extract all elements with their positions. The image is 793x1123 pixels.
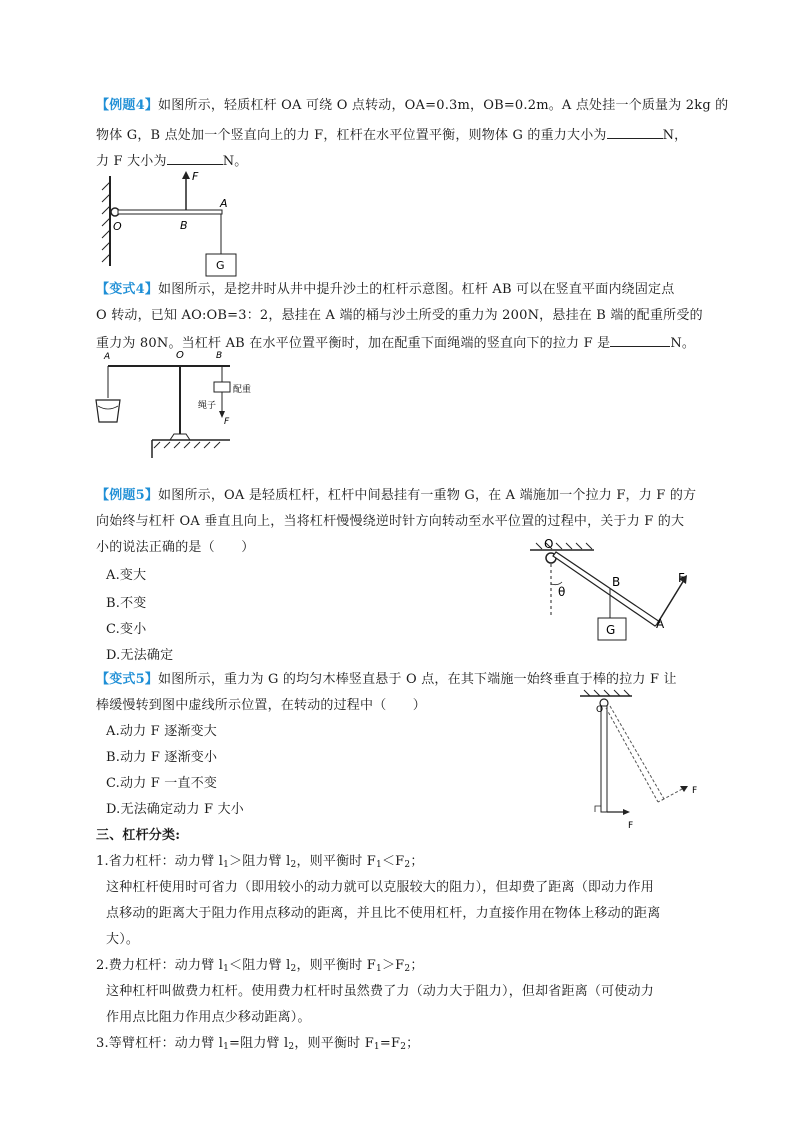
example5-line1: 【例题5】如图所示，OA 是轻质杠杆，杠杆中间悬挂有一重物 G，在 A 端施加一个拉力 F，力 F 的方 — [96, 488, 697, 503]
label-theta: θ — [558, 585, 566, 599]
example5-line3: 小的说法正确的是（ ） — [96, 540, 255, 555]
label-F: F — [224, 417, 230, 427]
label-B: B — [180, 219, 188, 232]
category1-heading: 1.省力杠杆：动力臂 $l_1>$阻力臂 $l_2$，则平衡时 $F_1<F_2$； — [96, 854, 424, 870]
example4-figure — [96, 168, 246, 278]
variant4-line2: O 转动，已知 AO:OB=3：2，悬挂在 A 端的桶与沙土所受的重力为 200N，悬挂在 B 端的配重所受的 — [96, 308, 703, 323]
variant5-line1: 【变式5】如图所示，重力为 G 的均匀木棒竖直悬于 O 点，在其下端施一始终垂直于棒的拉力 F 让 — [96, 672, 677, 687]
label-O: O — [113, 220, 122, 233]
category1-desc-line1: 这种杠杆使用时可省力（即用较小的动力就可以克服较大的阻力），但却费了距离（即动力作用 — [106, 880, 654, 895]
category3-heading: 3.等臂杠杆：动力臂 $l_1=$阻力臂 $l_2$，则平衡时 $F_1=F_2$； — [96, 1036, 420, 1052]
example4-tag: 【例题4】 — [96, 98, 159, 113]
option-b[interactable]: B.动力 F 逐渐变小 — [106, 750, 218, 765]
option-c[interactable]: C.动力 F 一直不变 — [106, 776, 218, 791]
label-A: A — [656, 617, 665, 631]
example4-line2: 物体 G，B 点处加一个竖直向上的力 F，杠杆在水平位置平衡，则物体 G 的重力大小为 N， — [96, 124, 687, 146]
category1-desc-line3: 大）。 — [106, 932, 140, 947]
option-a[interactable]: A.变大 — [106, 568, 147, 583]
variant5-line2: 棒缓慢转到图中虚线所示位置，在转动的过程中（ ） — [96, 698, 427, 713]
category2-heading: 2.费力杠杆：动力臂 $l_1<$阻力臂 $l_2$，则平衡时 $F_1>F_2$； — [96, 958, 424, 974]
variant5-tag: 【变式5】 — [96, 672, 159, 687]
option-b[interactable]: B.不变 — [106, 596, 147, 611]
answer-blank[interactable] — [607, 124, 663, 139]
option-d[interactable]: D.无法确定 — [106, 648, 174, 663]
section-title: 三、杠杆分类: — [96, 828, 181, 843]
label-B: B — [612, 575, 621, 589]
variant4-line1: 【变式4】如图所示，是挖井时从井中提升沙土的杠杆示意图。杠杆 AB 可以在竖直平面内绕固定点 — [96, 282, 675, 297]
label-counterweight: 配重 — [233, 385, 252, 395]
variant4-line3: 重力为 80N。当杠杆 AB 在水平位置平衡时，加在配重下面绳端的竖直向下的拉力 F 是 N。 — [96, 332, 695, 354]
label-G: G — [216, 259, 225, 272]
example4-line3: 力 F 大小为 N。 — [96, 150, 247, 172]
category1-desc-line2: 点移动的距离大于阻力作用点移动的距离，并且比不使用杠杆，力直接作用在物体上移动的距离 — [106, 906, 661, 921]
label-O: O — [596, 705, 604, 715]
variant4-tag: 【变式4】 — [96, 282, 159, 297]
label-A: A — [104, 352, 111, 362]
label-O: O — [544, 538, 554, 551]
label-F: F — [192, 170, 199, 183]
option-a[interactable]: A.动力 F 逐渐变大 — [106, 724, 218, 739]
example5-line2: 向始终与杠杆 OA 垂直且向上，当将杠杆慢慢绕逆时针方向转动至水平位置的过程中，关于力 F 的大 — [96, 514, 685, 529]
label-F: F — [628, 821, 634, 831]
option-d[interactable]: D.无法确定动力 F 大小 — [106, 802, 244, 817]
example4-line1: 【例题4】如图所示，轻质杠杆 OA 可绕 O 点转动，OA=0.3m，OB=0.2m。A 点处挂一个质量为 2kg 的 — [96, 98, 729, 113]
category2-desc-line1: 这种杠杆叫做费力杠杆。使用费力杠杆时虽然费了力（动力大于阻力），但却省距离（可使动力 — [106, 984, 654, 999]
label-rope: 绳子 — [198, 401, 217, 411]
answer-blank[interactable] — [167, 150, 223, 165]
label-B: B — [216, 351, 223, 361]
label-G: G — [606, 623, 616, 637]
option-c[interactable]: C.变小 — [106, 622, 147, 637]
variant4-figure — [90, 344, 270, 462]
answer-blank[interactable] — [610, 332, 670, 347]
label-F: F — [692, 786, 698, 796]
label-A: A — [220, 197, 228, 210]
example5-figure — [524, 538, 704, 650]
label-F: F — [678, 571, 685, 585]
example5-tag: 【例题5】 — [96, 488, 159, 503]
category2-desc-line2: 作用点比阻力作用点少移动距离）。 — [106, 1010, 311, 1025]
variant5-figure — [570, 688, 710, 834]
label-O: O — [176, 350, 184, 361]
